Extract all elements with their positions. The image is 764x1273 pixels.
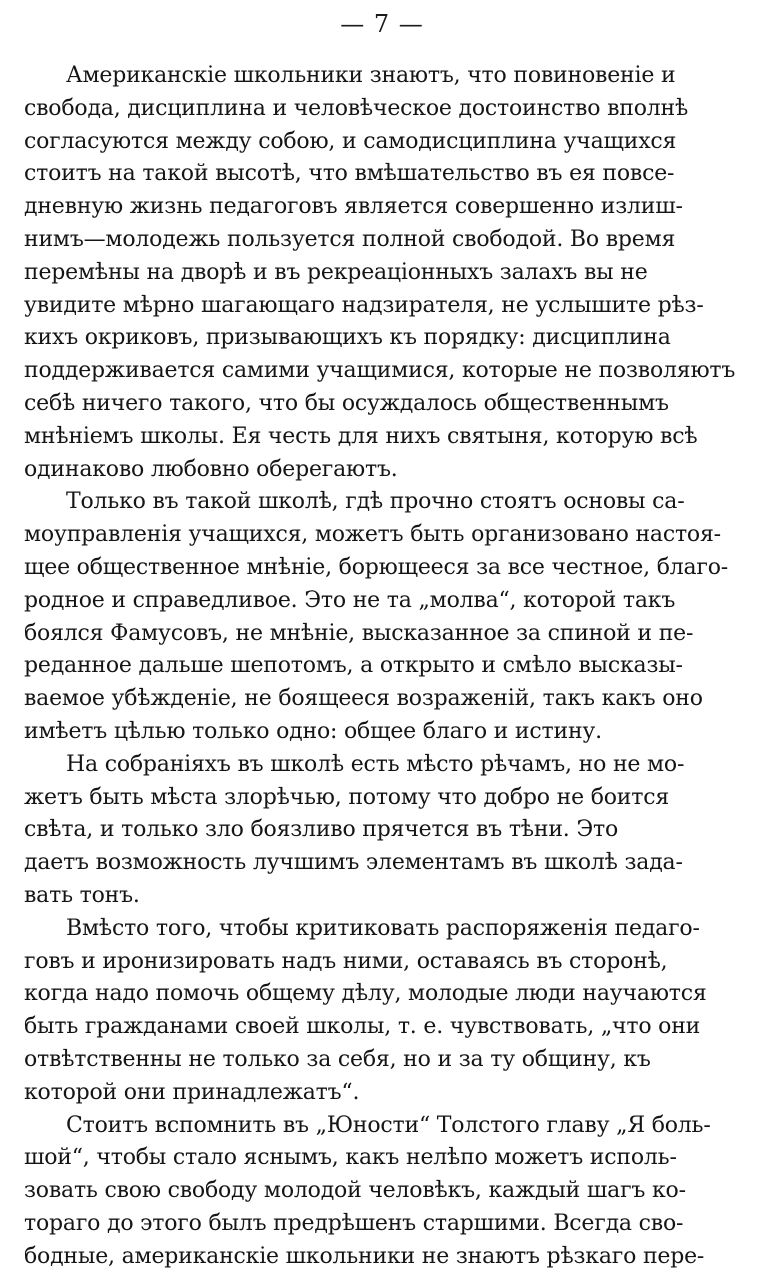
text-line: мнѣніемъ школы. Ея честь для нихъ святыня, которую всѣ: [24, 421, 742, 454]
text-line: Вмѣсто того, чтобы критиковать распоряженія педаго-: [24, 913, 742, 946]
text-line: ваемое убѣжденіе, не боящееся возраженій, такъ какъ оно: [24, 683, 742, 716]
text-line: кихъ окриковъ, призывающихъ къ порядку: дисциплина: [24, 322, 742, 355]
text-line: быть гражданами своей школы, т. е. чувствовать, „что они: [24, 1011, 742, 1044]
text-line: имѣетъ цѣлью только одно: общее благо и истину.: [24, 716, 742, 749]
text-line: моуправленія учащихся, можетъ быть организовано настоя-: [24, 519, 742, 552]
text-line: говъ и иронизировать надъ ними, оставаясь въ сторонѣ,: [24, 946, 742, 979]
text-line: согласуются между собою, и самодисциплина учащихся: [24, 126, 742, 159]
text-line: свобода, дисциплина и человѣческое достоинство вполнѣ: [24, 93, 742, 126]
text-line: даетъ возможность лучшимъ элементамъ въ школѣ зада-: [24, 847, 742, 880]
text-line: которой они принадлежатъ“.: [24, 1077, 742, 1110]
text-line: родное и справедливое. Это не та „молва“, которой такъ: [24, 585, 742, 618]
text-line: На собраніяхъ въ школѣ есть мѣсто рѣчамъ, но не мо-: [24, 749, 742, 782]
text-line: увидите мѣрно шагающаго надзирателя, не услышите рѣз-: [24, 290, 742, 323]
text-line: себѣ ничего такого, что бы осуждалось общественнымъ: [24, 388, 742, 421]
paragraph: [24, 486, 742, 748]
text-line: отвѣтственны не только за себя, но и за ту общину, къ: [24, 1044, 742, 1077]
text-line: зовать свою свободу молодой человѣкъ, каждый шагъ ко-: [24, 1175, 742, 1208]
text-line: боялся Фамусовъ, не мнѣніе, высказанное за спиной и пе-: [24, 618, 742, 651]
paragraph: [24, 1110, 742, 1273]
text-line: Американскіе школьники знаютъ, что повиновеніе и: [24, 60, 742, 93]
paragraph: [24, 60, 742, 486]
text-line: дневную жизнь педагоговъ является совершенно излиш-: [24, 191, 742, 224]
text-line: нимъ—молодежь пользуется полной свободой. Во время: [24, 224, 742, 257]
page-body-text: [24, 60, 742, 1273]
text-line: поддерживается самими учащимися, которые не позволяютъ: [24, 355, 742, 388]
text-line: перемѣны на дворѣ и въ рекреаціонныхъ залахъ вы не: [24, 257, 742, 290]
text-line: шой“, чтобы стало яснымъ, какъ нелѣпо можетъ исполь-: [24, 1142, 742, 1175]
text-line: Стоитъ вспомнить въ „Юности“ Толстого главу „Я боль-: [24, 1110, 742, 1143]
text-line: одинаково любовно оберегаютъ.: [24, 454, 742, 487]
text-line: когда надо помочь общему дѣлу, молодые люди научаются: [24, 978, 742, 1011]
page-number-header: — 7 —: [0, 8, 764, 40]
text-line: бодные, американскіе школьники не знаютъ рѣзкаго пере-: [24, 1241, 742, 1273]
text-line: тораго до этого былъ предрѣшенъ старшими. Всегда сво-: [24, 1208, 742, 1241]
text-line: жетъ быть мѣста злорѣчью, потому что добро не боится: [24, 782, 742, 815]
text-line: Только въ такой школѣ, гдѣ прочно стоятъ основы са-: [24, 486, 742, 519]
text-line: стоитъ на такой высотѣ, что вмѣшательство въ ея повсе-: [24, 158, 742, 191]
text-line: вать тонъ.: [24, 880, 742, 913]
text-line: реданное дальше шепотомъ, а открыто и смѣло высказы-: [24, 650, 742, 683]
text-line: свѣта, и только зло боязливо прячется въ тѣни. Это: [24, 814, 742, 847]
text-line: щее общественное мнѣніе, борющееся за все честное, благо-: [24, 552, 742, 585]
paragraph: [24, 913, 742, 1110]
paragraph: [24, 749, 742, 913]
